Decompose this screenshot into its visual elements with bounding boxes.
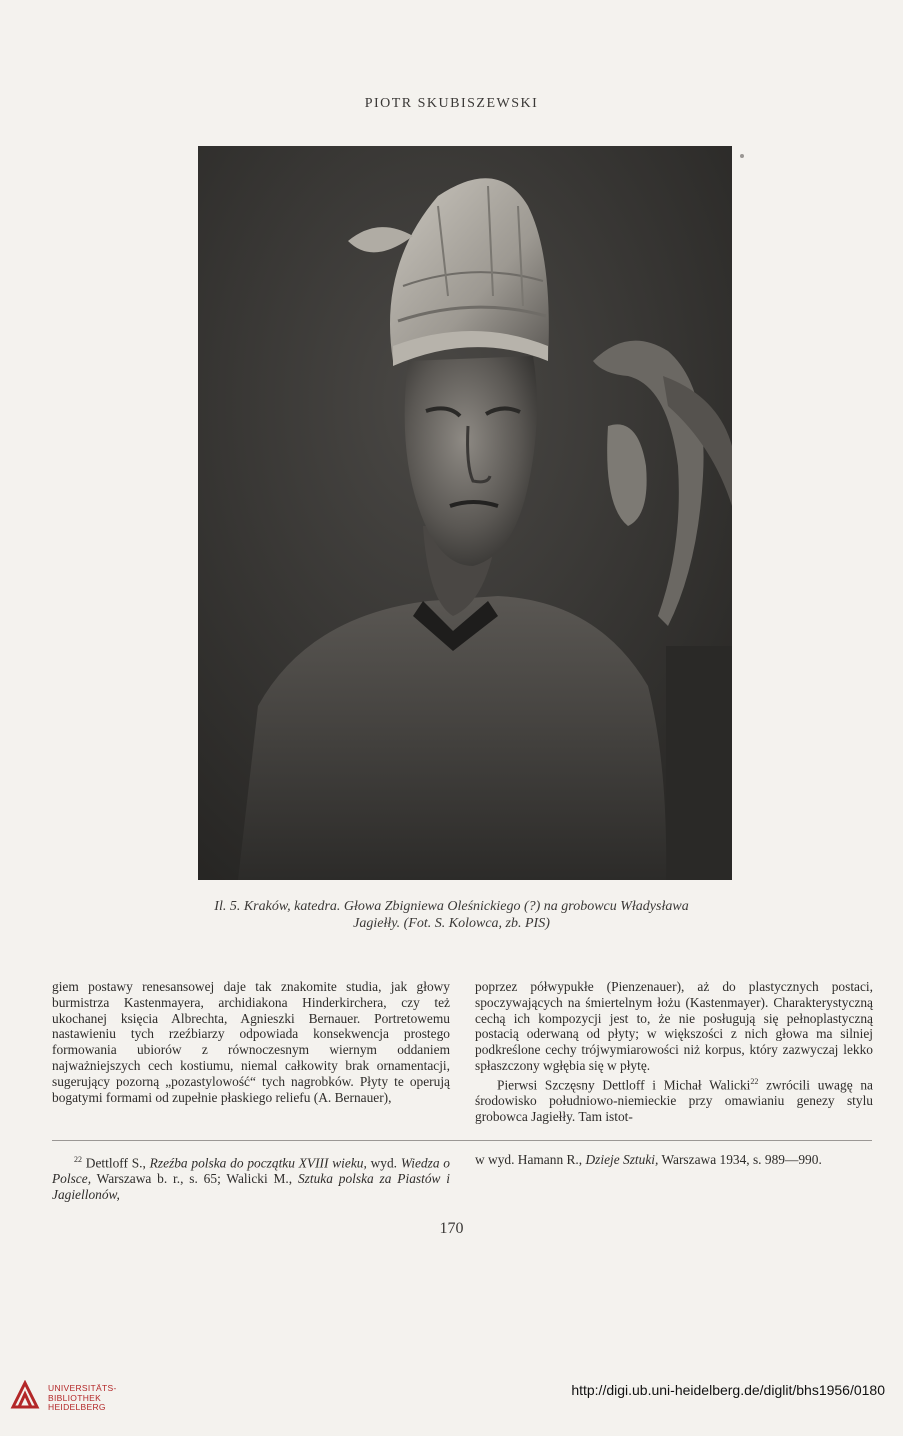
running-head: PIOTR SKUBISZEWSKI bbox=[364, 96, 539, 111]
fn-right-2: Dzieje Sztuki, bbox=[585, 1152, 659, 1167]
fn-left-5: Warszawa b. r., s. 65; Walicki M., bbox=[91, 1171, 298, 1187]
caption-line-1: Il. 5. Kraków, katedra. Głowa Zbigniewa Oleśnickiego (?) na grobowcu Władysława bbox=[214, 899, 689, 914]
right-paragraph-2 bbox=[475, 1074, 873, 1125]
fn-left-1: Dettloff S., bbox=[82, 1155, 150, 1171]
footnote-number: 22 bbox=[74, 1155, 82, 1164]
logo-line-1: UNIVERSITÄTS- bbox=[48, 1383, 117, 1393]
right-para2-text-a: Pierwsi Szczęsny Dettloff i Michał Walicki bbox=[497, 1077, 751, 1093]
logo-line-3: HEIDELBERG bbox=[48, 1402, 106, 1412]
footnote-left bbox=[52, 1152, 450, 1203]
body-left-column bbox=[52, 979, 450, 1105]
speck bbox=[740, 154, 744, 158]
footnote-right bbox=[475, 1152, 873, 1168]
left-paragraph: giem postawy renesansowej daje tak znakomite studia, jak głowy burmistrza Kastenmayera, archidiakona Hinderkirchera, czy też ukochanej księcia Albrechta, Agnieszki Bernauer. Portretowemu nastawieniu tych rzeźbiarzy odpowiada konsekwencja prostego formowania ubiorów z równoczesnym wiernym oddaniem najważniejszych cech kostiumu, niemal całkowity brak ornamentacji, sugerujący pozorną „pozastylowość“ tych nagrobków. Płyty te operują bogatymi formami od zupełnie płaskiego reliefu (A. Bernauer), bbox=[52, 979, 450, 1105]
fn-right-1: w wyd. Hamann R., bbox=[475, 1152, 586, 1167]
caption-line-2: Jagiełły. (Fot. S. Kolowca, zb. PIS) bbox=[353, 916, 550, 931]
fn-left-2: Rzeźba polska do początku XVIII wieku, bbox=[149, 1155, 367, 1171]
library-logo[interactable] bbox=[10, 1376, 140, 1420]
footnote-ref: 22 bbox=[750, 1076, 759, 1086]
fn-right-3: Warszawa 1934, s. 989—990. bbox=[658, 1152, 822, 1167]
source-url-link[interactable]: http://digi.ub.uni-heidelberg.de/diglit/bhs1956/0180 bbox=[571, 1382, 885, 1398]
footnote-divider bbox=[52, 1140, 872, 1141]
sculpture-photograph bbox=[198, 146, 732, 880]
fn-left-3: wyd. bbox=[366, 1155, 401, 1171]
right-paragraph-1: poprzez półwypukłe (Pienzenauer), aż do plastycznych postaci, spoczywających na śmiertelnym łożu (Kastenmayer). Charakterystyczną cechą ich kompozycji jest to, że nie posługują się pełnoplastyczną postacią oderwaną od płyty; w większości z nich głowa ma silniej podkreślone cechy trójwymiarowości niż korpus, który zazwyczaj lekko spłaszczony wgłębia się w płytę. bbox=[475, 979, 873, 1073]
body-right-column bbox=[475, 979, 873, 1125]
bust-illustration bbox=[198, 146, 732, 880]
fn-left-6: Sztuka polska za Piastów i Jagiellonów, bbox=[52, 1171, 451, 1203]
page-number: 170 bbox=[439, 1220, 464, 1237]
right-para2-text-b: zwrócili uwagę na środowisko południowo-niemieckie przy omawianiu genezy stylu grobowca Jagiełły. Tam istot- bbox=[475, 1077, 873, 1124]
logo-line-2: BIBLIOTHEK bbox=[48, 1392, 102, 1403]
figure-caption bbox=[120, 898, 783, 932]
fn-left-4: Wiedza o Polsce, bbox=[52, 1155, 450, 1187]
library-logo-icon bbox=[10, 1380, 40, 1410]
